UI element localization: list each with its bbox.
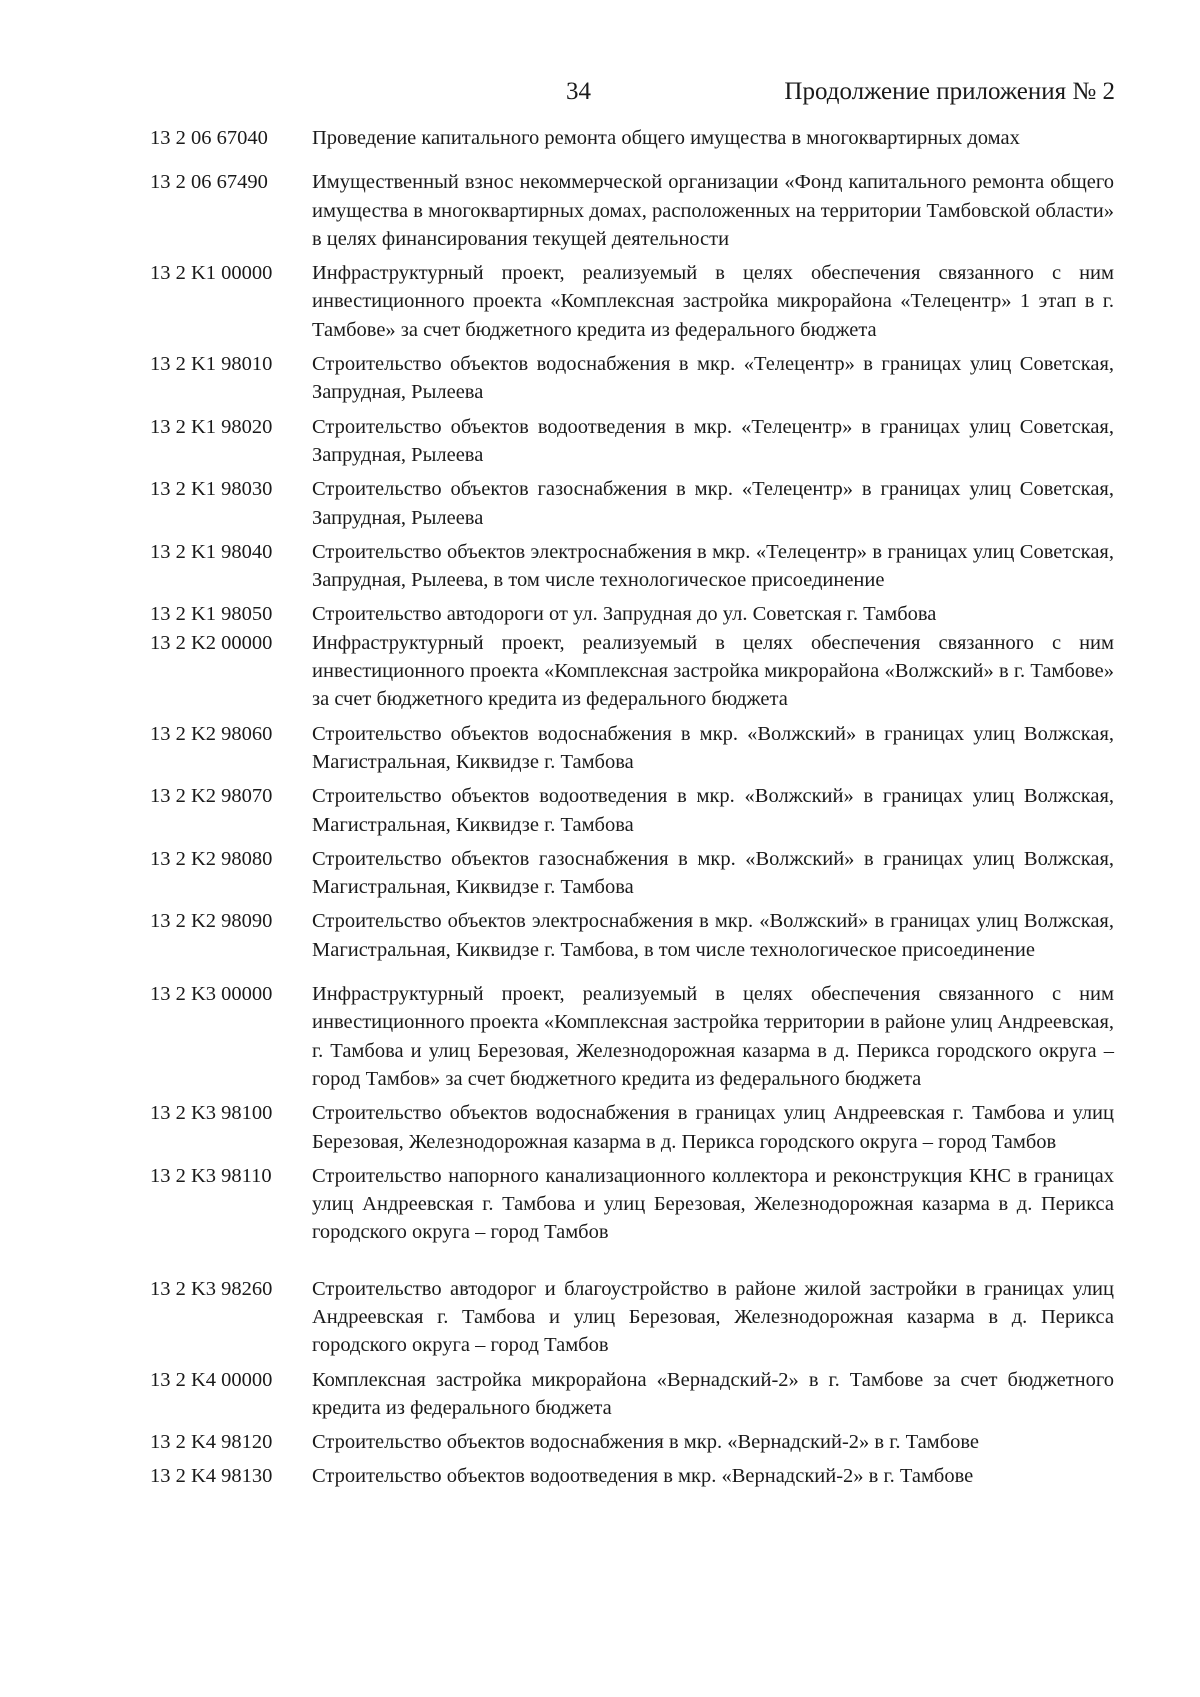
list-item (0, 720, 1200, 777)
classification-code: 13 2 K2 98080 (150, 847, 273, 870)
item-description: Имущественный взнос некоммерческой организации «Фонд капитального ремонта общего имущества в многоквартирных домах, расположенных на территории Тамбовской области» в целях финансирования текущей деятельности (312, 171, 1114, 250)
classification-code: 13 2 K1 98010 (150, 353, 273, 376)
list-item (0, 629, 1200, 714)
page-number: 34 (566, 78, 591, 105)
code-list (0, 124, 1200, 1491)
classification-code: 13 2 K3 98110 (150, 1164, 272, 1187)
item-description: Строительство объектов водоотведения в мкр. «Волжский» в границах улиц Волжская, Магистральная, Киквидзе г. Тамбова (312, 785, 1114, 836)
classification-code: 13 2 K2 98070 (150, 785, 273, 808)
classification-code: 13 2 K3 00000 (150, 983, 273, 1006)
item-description: Строительство объектов водоснабжения в мкр. «Вернадский-2» в г. Тамбове (312, 1431, 979, 1454)
item-description: Проведение капитального ремонта общего имущества в многоквартирных домах (312, 127, 1020, 149)
classification-code: 13 2 K1 98050 (150, 603, 273, 626)
list-item (0, 1366, 1200, 1423)
classification-code: 13 2 K4 98130 (150, 1465, 273, 1488)
list-item (0, 782, 1200, 839)
classification-code: 13 2 K1 98020 (150, 415, 273, 438)
classification-code: 13 2 06 67490 (150, 171, 268, 194)
list-item (0, 475, 1200, 532)
item-description: Строительство объектов водоснабжения в мкр. «Волжский» в границах улиц Волжская, Магистральная, Киквидзе г. Тамбова (312, 722, 1114, 773)
classification-code: 13 2 K1 98030 (150, 478, 273, 501)
classification-code: 13 2 K4 98120 (150, 1431, 273, 1454)
classification-code: 13 2 K2 98090 (150, 910, 273, 933)
item-description: Инфраструктурный проект, реализуемый в целях обеспечения связанного с ним инвестиционного проекта «Комплексная застройка территории в районе улиц Андреевская, г. Тамбова и улиц Березовая, Железнодорожная казарма в д. Перикса городского округа – город Тамбов» за счет бюджетного кредита из федерального бюджета (312, 983, 1114, 1090)
item-description: Строительство объектов водоотведения в мкр. «Вернадский-2» в г. Тамбове (312, 1465, 974, 1488)
classification-code: 13 2 K3 98260 (150, 1277, 273, 1300)
header-title: Продолжение приложения № 2 (784, 78, 1115, 105)
list-item (0, 907, 1200, 964)
item-description: Инфраструктурный проект, реализуемый в целях обеспечения связанного с ним инвестиционного проекта «Комплексная застройка микрорайона «Волжский» в г. Тамбове» за счет бюджетного кредита из федерального бюджета (312, 631, 1114, 711)
item-description: Строительство объектов водоснабжения в мкр. «Телецентр» в границах улиц Советская, Запрудная, Рылеева (312, 353, 1114, 404)
classification-code: 13 2 K1 00000 (150, 262, 273, 285)
list-item (0, 1162, 1200, 1247)
page-header (0, 78, 1200, 118)
item-description: Строительство объектов электроснабжения в мкр. «Телецентр» в границах улиц Советская, Запрудная, Рылеева, в том числе технологическое присоединение (312, 540, 1114, 592)
item-description: Строительство автодороги от ул. Запрудная до ул. Советская г. Тамбова (312, 603, 937, 626)
item-description: Инфраструктурный проект, реализуемый в целях обеспечения связанного с ним инвестиционного проекта «Комплексная застройка микрорайона «Телецентр» 1 этап в г. Тамбове» за счет бюджетного кредита из федерального бюджета (312, 262, 1114, 341)
item-description: Комплексная застройка микрорайона «Вернадский-2» в г. Тамбове за счет бюджетного кредита из федерального бюджета (312, 1368, 1114, 1419)
list-item (0, 124, 1200, 152)
classification-code: 13 2 K4 00000 (150, 1368, 273, 1391)
item-description: Строительство объектов газоснабжения в мкр. «Телецентр» в границах улиц Советская, Запрудная, Рылеева (312, 478, 1114, 529)
item-description: Строительство объектов электроснабжения в мкр. «Волжский» в границах улиц Волжская, Магистральная, Киквидзе г. Тамбова, в том числе технологическое присоединение (312, 910, 1114, 961)
classification-code: 13 2 K2 98060 (150, 722, 273, 745)
classification-code: 13 2 K2 00000 (150, 631, 273, 654)
list-item (0, 259, 1200, 344)
list-item (0, 845, 1200, 902)
list-item (0, 350, 1200, 407)
list-item (0, 600, 1200, 628)
list-item (0, 1428, 1200, 1456)
list-item (0, 1462, 1200, 1490)
item-description: Строительство объектов водоснабжения в границах улиц Андреевская г. Тамбова и улиц Березовая, Железнодорожная казарма в д. Перикса городского округа – город Тамбов (312, 1102, 1114, 1153)
list-item (0, 168, 1200, 253)
list-item (0, 538, 1200, 595)
list-item (0, 413, 1200, 470)
item-description: Строительство напорного канализационного коллектора и реконструкция КНС в границах улиц Андреевская г. Тамбова и улиц Березовая, Железнодорожная казарма в д. Перикса городского округа – город Тамбов (312, 1164, 1114, 1244)
list-item (0, 1275, 1200, 1360)
item-description: Строительство объектов газоснабжения в мкр. «Волжский» в границах улиц Волжская, Магистральная, Киквидзе г. Тамбова (312, 847, 1114, 899)
list-item (0, 1099, 1200, 1156)
list-item (0, 980, 1200, 1093)
item-description: Строительство объектов водоотведения в мкр. «Телецентр» в границах улиц Советская, Запрудная, Рылеева (312, 415, 1114, 466)
classification-code: 13 2 K1 98040 (150, 540, 273, 563)
classification-code: 13 2 K3 98100 (150, 1102, 273, 1125)
classification-code: 13 2 06 67040 (150, 127, 268, 149)
item-description: Строительство автодорог и благоустройство в районе жилой застройки в границах улиц Андреевская г. Тамбова и улиц Березовая, Железнодорожная казарма в д. Перикса городского округа – город Тамбов (312, 1277, 1114, 1357)
